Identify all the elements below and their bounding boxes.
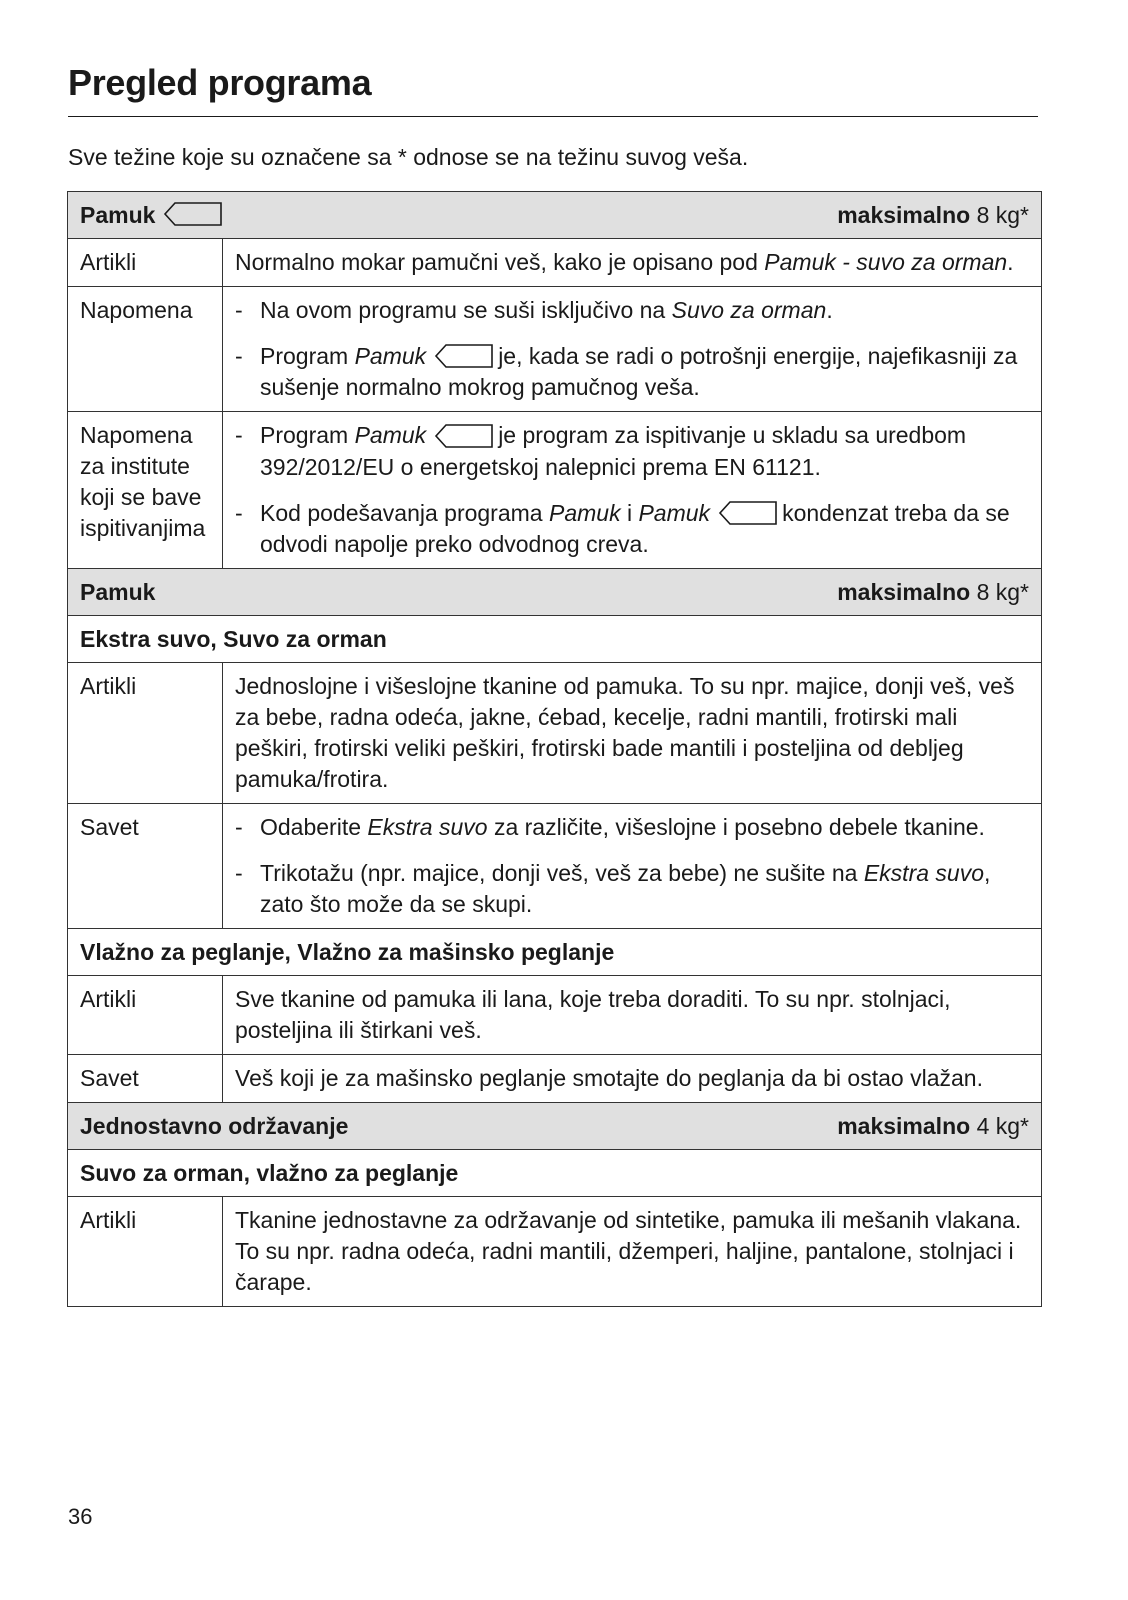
row-label: Artikli [68, 239, 223, 287]
row-label: Savet [68, 804, 223, 929]
row-text: Veš koji je za mašinsko peglanje smotajte do peglanja da bi ostao vlažan. [223, 1055, 1042, 1103]
row-label: Artikli [68, 663, 223, 804]
row-label: Artikli [68, 976, 223, 1055]
row-text: Jednoslojne i višeslojne tkanine od pamuka. To su npr. majice, donji veš, veš za bebe, radna odeća, jakne, ćebad, kecelje, radni mantili, frotirski mali peškiri, frotirski veliki peškiri, frotirski bade mantili i posteljina od debljeg pamuka/frotira. [223, 663, 1042, 804]
subsection-header: Suvo za orman, vlažno za peglanje [68, 1150, 1042, 1197]
cotton-eco-arrow-icon [718, 500, 778, 526]
section-header-cotton-eco [68, 192, 1042, 239]
cotton-eco-arrow-icon [434, 343, 494, 369]
list-item: - Odaberite Ekstra suvo za različite, višeslojne i posebno debele tkanine. [235, 812, 1031, 843]
list-item: - Program Pamuk je program za ispitivanje u skladu sa uredbom 392/2012/EU o energetskoj nalepnici prema EN 61121. [235, 420, 1031, 482]
program-table [67, 191, 1042, 1307]
section-title: Jednostavno održavanje [80, 1112, 349, 1139]
table-row [68, 412, 1042, 569]
intro-text: Sve težine koje su označene sa * odnose se na težinu suvog veša. [68, 144, 749, 170]
table-row [68, 663, 1042, 804]
table-row [68, 287, 1042, 412]
page-number: 36 [68, 1504, 93, 1529]
max-load: maksimalno 8 kg* [837, 578, 1029, 605]
cotton-eco-arrow-icon [163, 201, 223, 227]
list-item: - Kod podešavanja programa Pamuk i Pamuk kondenzat treba da se odvodi napolje preko odvodnog creva. [235, 498, 1031, 560]
subsection-header: Vlažno za peglanje, Vlažno za mašinsko peglanje [68, 929, 1042, 976]
max-load: maksimalno 4 kg* [837, 1112, 1029, 1139]
row-label: Savet [68, 1055, 223, 1103]
table-row [68, 239, 1042, 287]
max-load: maksimalno 8 kg* [837, 201, 1029, 228]
table-row [68, 804, 1042, 929]
row-label: Napomena za institute koji se bave ispitivanjima [68, 412, 223, 569]
table-row [68, 1197, 1042, 1307]
row-label: Napomena [68, 287, 223, 412]
section-header-easy-care [68, 1103, 1042, 1150]
row-text: Tkanine jednostavne za održavanje od sintetike, pamuka ili mešanih vlakana. To su npr. radna odeća, radni mantili, džemperi, haljine, pantalone, stolnjaci i čarape. [223, 1197, 1042, 1307]
cotton-eco-arrow-icon [434, 423, 494, 449]
table-row [68, 1055, 1042, 1103]
section-title: Pamuk [80, 578, 156, 605]
table-row [68, 976, 1042, 1055]
section-title: Pamuk [80, 200, 227, 231]
page-title: Pregled programa [68, 62, 372, 103]
row-text: Normalno mokar pamučni veš, kako je opisano pod Pamuk - suvo za orman. [223, 239, 1042, 287]
title-divider [68, 116, 1038, 117]
list-item: - Trikotažu (npr. majice, donji veš, veš za bebe) ne sušite na Ekstra suvo, zato što može da se skupi. [235, 858, 1031, 920]
section-header-cotton [68, 569, 1042, 616]
list-item: - Na ovom programu se suši isključivo na Suvo za orman. [235, 295, 1031, 326]
list-item: - Program Pamuk je, kada se radi o potrošnji energije, najefikasniji za sušenje normalno mokrog pamučnog veša. [235, 341, 1031, 403]
subsection-header: Ekstra suvo, Suvo za orman [68, 616, 1042, 663]
row-label: Artikli [68, 1197, 223, 1307]
row-text: Sve tkanine od pamuka ili lana, koje treba doraditi. To su npr. stolnjaci, posteljina ili štirkani veš. [223, 976, 1042, 1055]
